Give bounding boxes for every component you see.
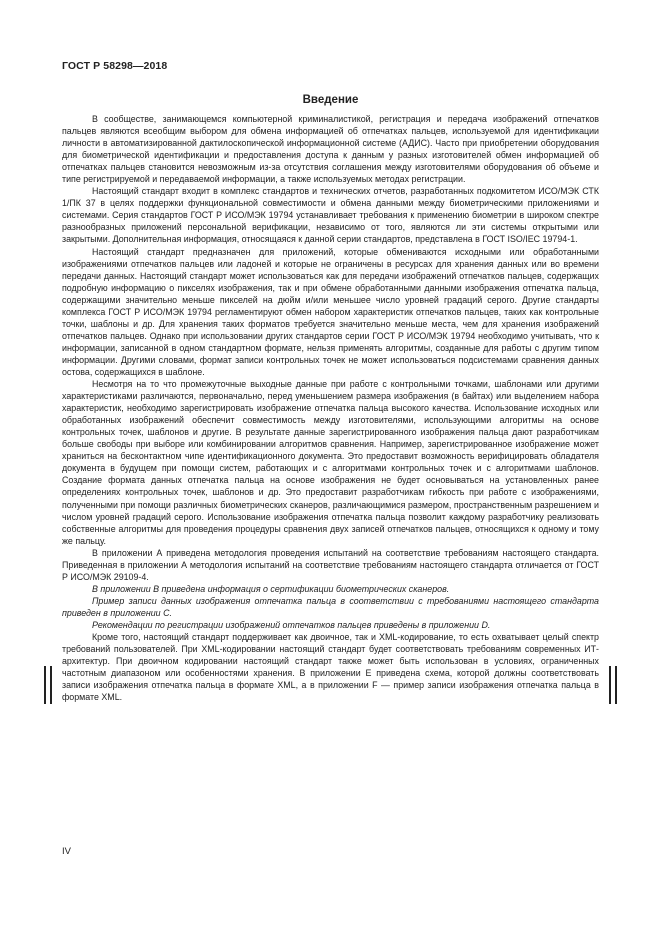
body-text [62,113,599,703]
paragraph: Несмотря на то что промежуточные выходные данные при работе с контрольными точками, шаблонами или другими характеристиками различаются, первоначально, перед уменьшением размера изображения (в байтах) или выделением набора характеристик, необходимо зарегистрировать изображение отпечатка пальца высокого качества. Использование исходных или обработанных изображений обеспечит совместимость между изготовителями, использующими алгоритмы на основе контрольных точек, шаблонов и другие. В результате данные зарегистрированного изображения пальца дают разработчикам больше свободы при выборе или комбинировании алгоритмов сравнения. Например, зарегистрированное изображение может храниться на бесконтактном чипе идентификационного документа. Это предоставит возможность верифицировать обладателя документа в будущем при помощи систем, работающих и с алгоритмами контрольных точек и с алгоритмами шаблонов. Создание формата данных отпечатка пальца на основе изображения не будет основываться на установленных ранее определениях контрольных точек, шаблонов и др. Это предоставит разработчикам гибкость при работе с изображениями, полученными при помощи различных биометрических сканеров, различающимися размером, пространственным разрешением и числом уровней градаций серого. Использование изображения отпечатка пальца позволит каждому разработчику реализовать собственные алгоритмы для проведения процедуры сравнения двух записей отпечатков пальцев, относящихся к одному и тому же пальцу. [62,379,599,546]
paragraph: Настоящий стандарт предназначен для приложений, которые обмениваются исходными или обработанными изображениями отпечатков пальцев или ладоней и которые не ограничены в ресурсах для хранения данных или во времени передачи данных. Настоящий стандарт может использоваться как для передачи изображений отпечатков пальцев, содержащих подробную информацию о пикселях изображения, так и при обмене обработанными данными изображения отпечатка пальца, содержащими значительно меньше пикселей на дюйм и/или меньшее число уровней градаций серого. Другие стандарты комплекса ГОСТ Р ИСО/МЭК 19794 регламентируют обмен набором характеристик отпечатков пальцев, таких как контрольные точки, шаблоны и др. Для хранения таких форматов требуется значительно меньше места, чем для хранения изображений отпечатков пальцев. Однако при использовании других стандартов серии ГОСТ Р ИСО/МЭК 19794 необходимо учитывать, что к информации, записанной в одном стандартном формате, нельзя применять алгоритмы, созданные для работы с другим типом информации. Другими словами, формат записи контрольных точек не может использоваться подсистемами сравнения данных остова, содержащихся в шаблоне. [62,246,599,377]
page-number: IV [62,846,71,857]
change-marker-bar [609,666,611,704]
paragraph: Рекомендации по регистрации изображений отпечатков пальцев приведены в приложении D. [92,619,491,630]
paragraph: Настоящий стандарт входит в комплекс стандартов и технических отчетов, разработанных подкомитетом ИСО/МЭК СТК 1/ПК 37 в целях поддержки функциональной совместимости и обмена данными между биометрическими приложениями и системами. Серия стандартов ГОСТ Р ИСО/МЭК 19794 устанавливает требования к применению биометрии в широком спектре разнообразных приложений персональной верификации, независимо от того, являются ли эти системы открытыми или закрытыми. Дополнительная информация, относящаяся к данной серии стандартов, представлена в ГОСТ ISO/IEC 19794-1. [62,186,599,245]
paragraph: Кроме того, настоящий стандарт поддерживает как двоичное, так и XML-кодирование, то есть охватывает целый спектр требований пользователей. При XML-кодировании настоящий стандарт будет соответствовать требованиям современных ИТ-архитектур. При двоичном кодировании настоящий стандарт также может быть использован в условиях, ограниченных частотным диапазоном или особенностями хранения. В приложении Е приведена схема, которой должны соответствовать записи изображения отпечатка пальца в формате XML, а в приложении F — пример записи изображения отпечатка пальца в формате XML. [62,632,599,703]
change-marker-bar [615,666,617,704]
paragraph: В приложении А приведена методология проведения испытаний на соответствие требованиям настоящего стандарта. Приведенная в приложении А методология испытаний на соответствие требованиям настоящего стандарта отличается от ГОСТ Р ИСО/МЭК 29109-4. [62,547,599,582]
paragraph: Пример записи данных изображения отпечатка пальца в соответствии с требованиями настоящего стандарта приведен в приложении С. [62,595,599,618]
document-header: ГОСТ Р 58298—2018 [62,60,168,72]
paragraph: В сообществе, занимающемся компьютерной криминалистикой, регистрация и передача изображений отпечатков пальцев являются всеобщим выбором для обмена информацией об отпечатках пальцев, используемой для идентификации личности в автоматизированной дактилоскопической информационной системе (АДИС). Часто при приобретении оборудования для биометрической идентификации и предоставления доступа к данным у разных изготовителей обмен информацией об отпечатках пальцев становится невозможным из-за отсутствия соглашения между изготовителями оборудования об объеме и типе регистрируемой и передаваемой информации, а также используемых методах регистрации. [62,114,599,185]
change-marker-bar [44,666,46,704]
change-marker-bar [50,666,52,704]
paragraph: В приложении В приведена информация о сертификации биометрических сканеров. [92,583,450,594]
section-title: Введение [302,94,359,106]
